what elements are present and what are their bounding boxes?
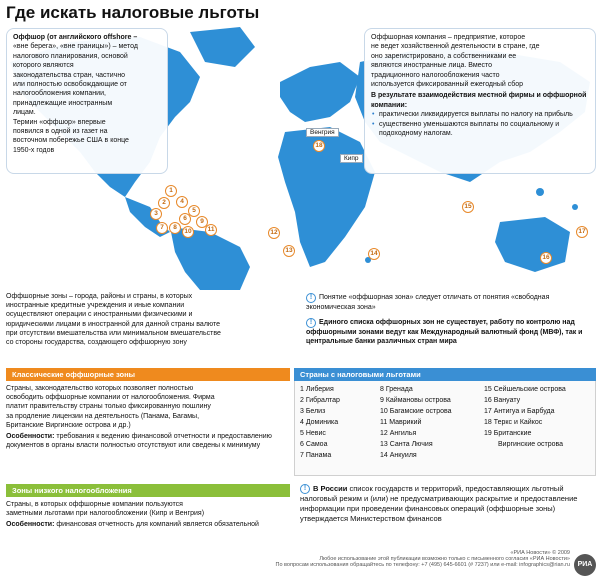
map-marker: 16 [540,252,552,264]
map-marker: 7 [156,222,168,234]
lowtax-zones-header: Зоны низкого налогообложения [6,484,290,497]
south-america-shape [170,227,250,290]
country-item: 17 Антигуа и Барбуда [484,408,555,415]
classic-zones-line: платит правительству страны только фиксированную пошлину [6,403,211,411]
map-marker: 18 [313,140,325,152]
offshore-company-line: используется фиксированный ежегодный сбор [371,81,524,89]
zones-note-2 [306,318,596,346]
offshore-definition-line: восточном побережье США в конце [13,137,129,145]
offshore-definition-line: законодательства стран, частично [13,71,126,79]
greenland-shape [190,27,255,67]
country-item: 8 Гренада [380,386,413,393]
offshore-company-line: являются иностранные лица. Вместо [371,62,493,70]
offshore-company-line: Оффшорная компания – предприятие, которое [371,34,526,41]
country-item: 14 Анкуиля [380,452,417,459]
footer-usage: Любое использование этой публикации возможно только с письменного согласия «РИА Новости» [319,556,570,562]
info-icon: ! [306,318,316,328]
map-marker: 10 [182,226,194,238]
lowtax-zones-line: заметными льготами при налогообложении (Кипр и Венгрия) [6,510,205,518]
lowtax-zones-feature-text: финансовая отчетность для компаний является обязательной [56,521,259,529]
city-label-cyprus: Кипр [340,154,363,163]
map-marker: 4 [176,196,188,208]
australia-shape [495,217,570,272]
offshore-zones-line: иностранные кредитные учреждения и иные компании [6,302,185,310]
country-item: 16 Вануату [484,397,521,404]
offshore-definition-line: появился в одной из газет на [13,128,108,136]
page-title: Где искать налоговые льготы [6,3,260,22]
country-item: 13 Санта Лючия [380,441,433,448]
footer-copyright: «РИА Новости» © 2009 [510,550,570,556]
country-item: 2 Гибралтар [300,397,340,404]
offshore-zones-line: Оффшорные зоны – города, районы и страны, в которых [6,293,193,300]
offshore-definition-line: Термин «оффшор» впервые [13,118,106,126]
offshore-definition-line: 1950-х годов [13,146,55,154]
offshore-zones-line: юридическими лицами в иностранной для данной страны валюте [6,320,221,328]
offshore-zones-line: при отсутствии вмешательства или минимальном вмешательстве [6,329,221,337]
country-item: 19 Британские [484,430,532,437]
russia-note-text: список государств и территорий, предоставляющих льготный налоговый режим и (или) не предусматривающих раскрытие и предоставление информации при проведении финансовых операций (оффшорные зоны) утверждается Министерством финансов [300,484,578,523]
footer [170,550,570,568]
country-item: 4 Доминика [300,419,339,426]
offshore-company-box [364,28,596,174]
country-item: 3 Белиз [300,408,326,415]
info-icon: ! [300,484,310,494]
country-item: Виргинские острова [498,441,564,448]
offshore-company-subheading: В результате взаимодействия местной фирмы и оффшорной компании: [371,92,587,109]
offshore-zones-text [6,292,302,347]
footer-contact: По вопросам использования обращайтесь по телефону: +7 (495) 645-6601 (# 7237) или e-mail: infographics@rian.ru [275,562,570,568]
classic-zones-line: освободить оффшорные компании от налогообложения. Фирма [6,394,215,402]
offshore-company-bullet: • существенно уменьшаются выплаты по социальному и подоходному налогам. [371,120,589,139]
map-marker: 9 [196,216,208,228]
map-marker: 2 [158,197,170,209]
zones-note-2-text: Единого списка оффшорных зон не существует, работу по контролю над оффшорными зонами ведут как Международный валютный фонд (МВФ), так и центральные банки различных стран мира [306,319,583,346]
map-marker: 17 [576,226,588,238]
map-marker: 6 [179,213,191,225]
lowtax-zones-features [6,520,290,529]
map-marker: 14 [368,248,380,260]
offshore-definition-line: которого являются [13,62,74,70]
offshore-company-line: оно зарегистрировано, а собственниками ее [371,52,517,60]
country-item: 15 Сейшельские острова [484,386,566,393]
classic-zones-line: за продление лицензии на деятельность (Панама, Багамы, [6,412,200,420]
zones-note-1 [306,293,596,312]
country-item: 5 Невис [300,430,326,437]
map-marker: 3 [150,208,162,220]
classic-zones-line: Страны, законодательство которых позволяет полностью [6,385,194,392]
offshore-definition-line: принадлежащие иностранным [13,99,113,107]
russia-note [300,484,594,524]
benefits-header: Страны с налоговыми льготами [294,368,596,381]
offshore-company-bullets [371,110,589,138]
offshore-zones-line: со стороны государства, создающего оффшорную зону [6,339,187,347]
ria-logo: РИА [574,554,596,576]
classic-zones-features [6,432,290,450]
lowtax-zones-line: Страны, в которых оффшорные компании пользуются [6,501,183,508]
info-icon: ! [306,293,316,303]
country-item: 10 Багамские острова [380,408,452,415]
classic-zones-body [6,384,290,450]
offshore-definition-line: Оффшор (от английского offshore – [13,34,138,41]
offshore-company-line: традиционного налогообложения часто [371,71,500,79]
offshore-definition-line: налогообложения компании, [13,90,106,98]
offshore-definition-line: лицам. [13,109,36,117]
country-item: 7 Панама [300,452,332,459]
country-item: 9 Каймановы острова [380,397,451,404]
country-item: 6 Самоа [300,441,328,448]
map-marker: 15 [462,201,474,213]
offshore-company-bullet: • практически ликвидируется выплаты по налогу на прибыль [371,110,589,119]
classic-zones-feature-text: требования к ведению финансовой отчетности и предоставлению документов в органы власти полностью отсутствуют или сведены к минимуму [6,433,272,450]
country-item: 1 Либерия [300,386,334,393]
offshore-definition-line: или полностью освобождающие от [13,81,127,89]
offshore-definition-box [6,28,168,174]
offshore-definition-line: «вне берега», «вне границы») – метод [13,43,138,51]
lowtax-zones-feature-label: Особенности: [6,521,55,529]
benefits-list [300,384,594,474]
country-item: 12 Ангилья [380,430,417,437]
europe-shape [280,62,360,122]
map-marker: 13 [283,245,295,257]
classic-zones-line: Британские Виргинские острова и др.) [6,421,131,429]
map-marker: 5 [188,205,200,217]
country-item: 11 Маврикий [380,419,422,426]
russia-note-label: В России [313,484,348,493]
classic-zones-header: Классические оффшорные зоны [6,368,290,381]
country-item: 18 Теркс и Кайкос [484,419,543,426]
classic-zones-feature-label: Особенности: [6,433,55,441]
offshore-definition-line: налогового планирования, основой [13,52,128,60]
lowtax-zones-body [6,500,290,530]
map-marker: 1 [165,185,177,197]
offshore-company-line: не ведет хозяйственной деятельности в стране, где [371,43,540,51]
zones-note-1-text: Понятие «оффшорная зона» следует отличать от понятия «свободная экономическая зона» [306,294,550,311]
map-marker: 12 [268,227,280,239]
city-label-vienna: Венгрия [306,128,339,137]
map-marker: 8 [169,222,181,234]
offshore-zones-line: осуществляют операции с иностранными физическими и [6,311,193,319]
map-marker: 11 [205,224,217,236]
